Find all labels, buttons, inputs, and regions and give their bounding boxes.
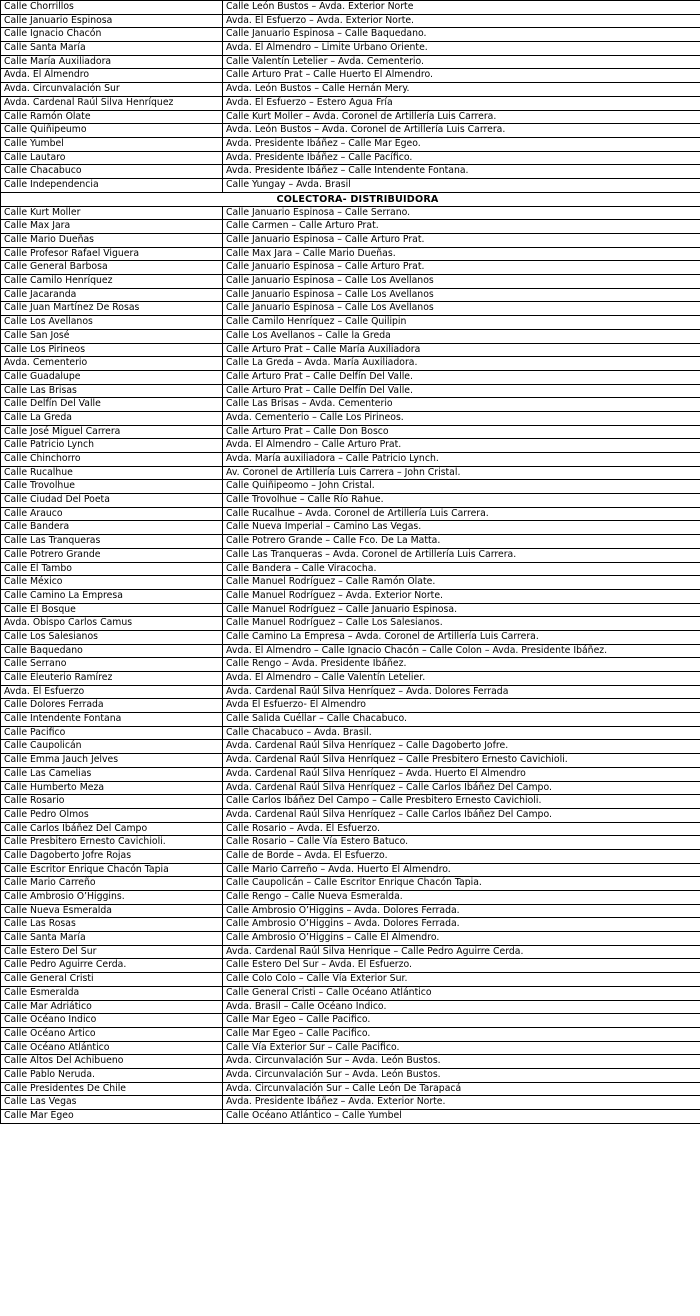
street-name-cell: Calle Los Pirineos [1,343,223,357]
street-extent-cell: Calle Januario Espinosa – Calle Baquedano. [223,28,700,42]
street-name-cell: Calle Pablo Neruda. [1,1068,223,1082]
street-extent-cell: Calle de Borde – Avda. El Esfuerzo. [223,849,700,863]
table-row [1,275,700,289]
table-row [1,384,700,398]
street-extent-cell: Calle Manuel Rodríguez – Calle Ramón Olate. [223,576,700,590]
table-row [1,453,700,467]
table-row [1,1041,700,1055]
street-name-cell: Calle Ramón Olate [1,110,223,124]
street-extent-cell: Avda. León Bustos – Calle Hernán Mery. [223,83,700,97]
table-row [1,234,700,248]
street-name-cell: Calle Quiñipeumo [1,124,223,138]
table-row [1,1014,700,1028]
street-extent-cell: Calle Ambrosio O’Higgins – Avda. Dolores Ferrada. [223,918,700,932]
street-extent-cell: Avda. Circunvalación Sur – Avda. León Bustos. [223,1068,700,1082]
street-extent-cell: Calle Januario Espinosa – Calle Los Avellanos [223,288,700,302]
street-name-cell: Calle Juan Martínez De Rosas [1,302,223,316]
table-row [1,398,700,412]
table-row [1,178,700,192]
street-extent-cell: Calle Trovolhue – Calle Río Rahue. [223,494,700,508]
table-row [1,822,700,836]
table-row [1,699,700,713]
street-extent-cell: Avda. Cardenal Raúl Silva Henríquez – Avda. Huerto El Almendro [223,767,700,781]
table-row [1,329,700,343]
street-extent-cell: Avda. Presidente Ibáñez – Calle Intendente Fontana. [223,165,700,179]
street-extent-cell: Calle Rucalhue – Avda. Coronel de Artillería Luis Carrera. [223,507,700,521]
street-name-cell: Calle Dolores Ferrada [1,699,223,713]
street-extent-cell: Calle Camino La Empresa – Avda. Coronel de Artillería Luis Carrera. [223,630,700,644]
street-name-cell: Calle Océano Ártico [1,1027,223,1041]
street-extent-cell: Avda. León Bustos – Avda. Coronel de Artillería Luis Carrera. [223,124,700,138]
street-extent-cell: Calle General Cristi – Calle Océano Atlántico [223,986,700,1000]
street-name-cell: Calle La Greda [1,411,223,425]
table-row [1,986,700,1000]
table-row [1,932,700,946]
street-extent-cell: Avda. María auxiliadora – Calle Patricio Lynch. [223,453,700,467]
street-extent-cell: Calle Januario Espinosa – Calle Los Avellanos [223,302,700,316]
street-name-cell: Avda. Circunvalación Sur [1,83,223,97]
street-extent-cell: Avda. El Esfuerzo – Estero Agua Fría [223,96,700,110]
street-name-cell: Calle Kurt Moller [1,206,223,220]
table-row [1,370,700,384]
street-extent-cell: Calle Rosario – Calle Vía Estero Batuco. [223,836,700,850]
street-name-cell: Calle Los Avellanos [1,316,223,330]
street-name-cell: Calle Chacabuco [1,165,223,179]
table-row [1,343,700,357]
street-extent-cell: Avda. Circunvalación Sur – Calle León De Tarapacá [223,1082,700,1096]
table-row [1,1068,700,1082]
table-row [1,849,700,863]
street-extent-cell: Calle Max Jara – Calle Mario Dueñas. [223,247,700,261]
street-name-cell: Calle Rosario [1,795,223,809]
street-extent-cell: Avda. El Esfuerzo – Avda. Exterior Norte. [223,14,700,28]
table-row [1,1096,700,1110]
street-extent-cell: Calle Januario Espinosa – Calle Serrano. [223,206,700,220]
street-name-cell: Calle María Auxiliadora [1,55,223,69]
section-header-row [1,192,700,206]
street-extent-cell: Avda. El Almendro – Calle Arturo Prat. [223,439,700,453]
street-extent-cell: Calle Potrero Grande – Calle Fco. De La Matta. [223,535,700,549]
table-row [1,945,700,959]
table-row [1,685,700,699]
table-row [1,316,700,330]
street-name-cell: Calle Océano Indico [1,1014,223,1028]
street-extent-cell: Calle Los Avellanos – Calle la Greda [223,329,700,343]
street-name-cell: Calle Presbitero Ernesto Cavichioli. [1,836,223,850]
table-row [1,1,700,15]
street-name-cell: Calle Profesor Rafael Viguera [1,247,223,261]
table-row [1,808,700,822]
street-name-cell: Calle Rucalhue [1,466,223,480]
street-extent-cell: Calle Carmen – Calle Arturo Prat. [223,220,700,234]
table-row [1,14,700,28]
street-name-cell: Calle Delfín Del Valle [1,398,223,412]
street-name-cell: Calle Las Vegas [1,1096,223,1110]
table-row [1,69,700,83]
street-extent-cell: Avda. Cardenal Raúl Silva Henrique – Calle Pedro Aguirre Cerda. [223,945,700,959]
table-row [1,220,700,234]
street-extent-cell: Calle Caupolicán – Calle Escritor Enrique Chacón Tapia. [223,877,700,891]
street-extent-cell: Calle Mar Egeo – Calle Pacifico. [223,1027,700,1041]
street-name-cell: Calle Esmeralda [1,986,223,1000]
street-extent-cell: Calle Manuel Rodríguez – Avda. Exterior Norte. [223,589,700,603]
street-name-cell: Calle Pacifico [1,726,223,740]
street-extent-cell: Avda. Cardenal Raúl Silva Henríquez – Calle Dagoberto Jofre. [223,740,700,754]
table-row [1,959,700,973]
street-extent-cell: Calle Las Tranqueras – Avda. Coronel de Artillería Luis Carrera. [223,548,700,562]
table-row [1,973,700,987]
street-name-cell: Calle Intendente Fontana [1,713,223,727]
table-row [1,658,700,672]
street-extent-cell: Avda. Presidente Ibáñez – Calle Pacífico. [223,151,700,165]
table-row [1,165,700,179]
street-extent-cell: Calle Rosario – Avda. El Esfuerzo. [223,822,700,836]
street-name-cell: Calle Eleuterio Ramírez [1,672,223,686]
street-name-cell: Calle Mar Adriático [1,1000,223,1014]
street-name-cell: Avda. Cardenal Raúl Silva Henríquez [1,96,223,110]
street-extent-cell: Avda. El Almendro – Calle Valentín Letelier. [223,672,700,686]
street-name-cell: Calle Emma Jauch Jelves [1,754,223,768]
table-row [1,480,700,494]
street-extent-cell: Calle Arturo Prat – Calle Huerto El Almendro. [223,69,700,83]
street-extent-cell: Calle Manuel Rodríguez – Calle Januario Espinosa. [223,603,700,617]
street-name-cell: Calle Pedro Aguirre Cerda. [1,959,223,973]
street-extent-cell: Calle Chacabuco – Avda. Brasil. [223,726,700,740]
table-row [1,548,700,562]
street-extent-cell: Avda. El Almendro – Limite Urbano Oriente. [223,42,700,56]
street-extent-cell: Av. Coronel de Artillería Luis Carrera – John Cristal. [223,466,700,480]
street-extent-cell: Avda. Circunvalación Sur – Avda. León Bustos. [223,1055,700,1069]
street-name-cell: Calle Max Jara [1,220,223,234]
street-name-cell: Calle Dagoberto Jofre Rojas [1,849,223,863]
table-row [1,1027,700,1041]
street-name-cell: Calle Santa María [1,42,223,56]
street-extent-cell: Calle Januario Espinosa – Calle Arturo Prat. [223,234,700,248]
street-name-cell: Avda. Obispo Carlos Camus [1,617,223,631]
street-name-cell: Calle Trovolhue [1,480,223,494]
table-row [1,562,700,576]
street-extent-cell: Calle Valentín Letelier – Avda. Cementerio. [223,55,700,69]
street-name-cell: Calle Lautaro [1,151,223,165]
street-extent-cell: Calle Mario Carreño – Avda. Huerto El Almendro. [223,863,700,877]
street-name-cell: Calle Nueva Esmeralda [1,904,223,918]
table-row [1,1055,700,1069]
street-name-cell: Calle San José [1,329,223,343]
street-extent-cell: Calle Vía Exterior Sur – Calle Pacifico. [223,1041,700,1055]
street-name-cell: Calle Patricio Lynch [1,439,223,453]
street-name-cell: Calle Ignacio Chacón [1,28,223,42]
table-row [1,603,700,617]
table-row [1,672,700,686]
table-row [1,28,700,42]
street-extent-cell: Calle Arturo Prat – Calle Delfín Del Valle. [223,384,700,398]
street-extent-cell: Avda. Presidente Ibáñez – Calle Mar Egeo. [223,137,700,151]
table-row [1,630,700,644]
table-row [1,247,700,261]
street-extent-cell: Calle Estero Del Sur – Avda. El Esfuerzo. [223,959,700,973]
street-extent-cell: Calle Bandera – Calle Viracocha. [223,562,700,576]
table-row [1,1082,700,1096]
table-row [1,137,700,151]
table-row [1,466,700,480]
street-extent-cell: Avda. Cardenal Raúl Silva Henríquez – Calle Presbitero Ernesto Cavichioli. [223,754,700,768]
table-row [1,425,700,439]
table-row [1,42,700,56]
street-extent-cell: Avda. Cementerio – Calle Los Pirineos. [223,411,700,425]
street-name-cell: Calle México [1,576,223,590]
street-name-cell: Calle Carlos Ibáñez Del Campo [1,822,223,836]
street-name-cell: Calle Ciudad Del Poeta [1,494,223,508]
table-row [1,535,700,549]
street-name-cell: Calle José Miguel Carrera [1,425,223,439]
table-row [1,439,700,453]
street-name-cell: Calle Las Brisas [1,384,223,398]
table-row [1,836,700,850]
table-row [1,206,700,220]
street-extent-cell: Calle León Bustos – Avda. Exterior Norte [223,1,700,15]
street-name-cell: Calle El Tambo [1,562,223,576]
street-name-cell: Calle Mario Dueñas [1,234,223,248]
street-name-cell: Calle Jacaranda [1,288,223,302]
street-extent-cell: Calle Manuel Rodríguez – Calle Los Salesianos. [223,617,700,631]
street-name-cell: Calle General Barbosa [1,261,223,275]
street-name-cell: Calle Baquedano [1,644,223,658]
table-row [1,288,700,302]
street-name-cell: Calle Camilo Henríquez [1,275,223,289]
table-row [1,55,700,69]
street-extent-cell: Calle Rengo – Avda. Presidente Ibáñez. [223,658,700,672]
street-extent-cell: Calle Camilo Henríquez – Calle Quilipin [223,316,700,330]
street-name-cell: Avda. Cementerio [1,357,223,371]
street-name-cell: Calle Yumbel [1,137,223,151]
table-row [1,863,700,877]
table-row [1,904,700,918]
street-name-cell: Calle Santa María [1,932,223,946]
table-row [1,1000,700,1014]
table-row [1,781,700,795]
street-extent-cell: Calle Ambrosio O’Higgins – Avda. Dolores Ferrada. [223,904,700,918]
table-row [1,83,700,97]
street-name-cell: Calle Las Camelias [1,767,223,781]
table-row [1,617,700,631]
street-extent-cell: Calle La Greda – Avda. María Auxiliadora. [223,357,700,371]
street-name-cell: Calle Estero Del Sur [1,945,223,959]
street-name-cell: Calle Mario Carreño [1,877,223,891]
street-extent-cell: Calle Mar Egeo – Calle Pacifico. [223,1014,700,1028]
table-row [1,124,700,138]
street-extent-cell: Avda El Esfuerzo- El Almendro [223,699,700,713]
table-row [1,110,700,124]
street-name-cell: Calle Independencia [1,178,223,192]
street-name-cell: Avda. El Esfuerzo [1,685,223,699]
street-name-cell: Calle Océano Atlántico [1,1041,223,1055]
street-name-cell: Calle Humberto Meza [1,781,223,795]
street-extent-cell: Calle Rengo – Calle Nueva Esmeralda. [223,891,700,905]
street-name-cell: Calle Guadalupe [1,370,223,384]
table-row [1,767,700,781]
street-extent-cell: Calle Arturo Prat – Calle Delfín Del Valle. [223,370,700,384]
street-extent-cell: Calle Januario Espinosa – Calle Arturo Prat. [223,261,700,275]
table-row [1,891,700,905]
street-table-body [1,1,700,1124]
street-extent-cell: Avda. Cardenal Raúl Silva Henríquez – Calle Carlos Ibáñez Del Campo. [223,781,700,795]
street-name-cell: Calle Altos Del Achibueno [1,1055,223,1069]
street-name-cell: Calle Escritor Enrique Chacón Tapia [1,863,223,877]
street-extent-cell: Avda. Cardenal Raúl Silva Henríquez – Calle Carlos Ibáñez Del Campo. [223,808,700,822]
table-row [1,795,700,809]
street-extent-cell: Calle Océano Atlántico – Calle Yumbel [223,1110,700,1124]
table-row [1,726,700,740]
street-extent-cell: Calle Yungay – Avda. Brasil [223,178,700,192]
street-extent-cell: Calle Carlos Ibáñez Del Campo – Calle Presbitero Ernesto Cavichioli. [223,795,700,809]
street-name-cell: Avda. El Almendro [1,69,223,83]
section-header: COLECTORA- DISTRIBUIDORA [1,192,700,206]
street-extent-cell: Calle Kurt Moller – Avda. Coronel de Artillería Luis Carrera. [223,110,700,124]
table-row [1,754,700,768]
street-name-cell: Calle Mar Egeo [1,1110,223,1124]
street-extent-cell: Calle Januario Espinosa – Calle Los Avellanos [223,275,700,289]
street-name-cell: Calle Camino La Empresa [1,589,223,603]
street-name-cell: Calle Januario Espinosa [1,14,223,28]
street-extent-cell: Avda. El Almendro – Calle Ignacio Chacón – Calle Colon – Avda. Presidente Ibáñez. [223,644,700,658]
table-row [1,151,700,165]
street-name-cell: Calle Serrano [1,658,223,672]
street-name-cell: Calle Las Rosas [1,918,223,932]
street-extent-cell: Calle Salida Cuéllar – Calle Chacabuco. [223,713,700,727]
street-name-cell: Calle General Cristi [1,973,223,987]
table-row [1,576,700,590]
table-row [1,1110,700,1124]
street-extent-cell: Avda. Brasil – Calle Océano Índico. [223,1000,700,1014]
street-name-cell: Calle Arauco [1,507,223,521]
table-row [1,740,700,754]
street-extent-cell: Calle Arturo Prat – Calle María Auxiliadora [223,343,700,357]
table-row [1,918,700,932]
street-extent-cell: Calle Arturo Prat – Calle Don Bosco [223,425,700,439]
table-row [1,96,700,110]
street-extent-cell: Calle Las Brisas – Avda. Cementerio [223,398,700,412]
table-row [1,494,700,508]
street-name-cell: Calle Presidentes De Chile [1,1082,223,1096]
street-extent-cell: Avda. Cardenal Raúl Silva Henríquez – Avda. Dolores Ferrada [223,685,700,699]
table-row [1,261,700,275]
street-name-cell: Calle Chorrillos [1,1,223,15]
street-name-cell: Calle El Bosque [1,603,223,617]
street-name-cell: Calle Los Salesianos [1,630,223,644]
street-extent-cell: Calle Nueva Imperial – Camino Las Vegas. [223,521,700,535]
street-name-cell: Calle Ambrosio O’Higgins. [1,891,223,905]
table-row [1,644,700,658]
table-row [1,589,700,603]
table-row [1,507,700,521]
table-row [1,411,700,425]
table-row [1,302,700,316]
table-row [1,357,700,371]
table-row [1,521,700,535]
street-name-cell: Calle Chinchorro [1,453,223,467]
street-name-cell: Calle Caupolicán [1,740,223,754]
table-row [1,877,700,891]
street-name-cell: Calle Pedro Olmos [1,808,223,822]
street-extent-cell: Calle Ambrosio O’Higgins – Calle El Almendro. [223,932,700,946]
table-row [1,713,700,727]
street-name-cell: Calle Potrero Grande [1,548,223,562]
street-extent-cell: Avda. Presidente Ibáñez – Avda. Exterior Norte. [223,1096,700,1110]
street-extent-cell: Calle Colo Colo – Calle Vía Exterior Sur. [223,973,700,987]
street-extent-cell: Calle Quiñipeomo – John Cristal. [223,480,700,494]
street-name-cell: Calle Bandera [1,521,223,535]
street-name-cell: Calle Las Tranqueras [1,535,223,549]
